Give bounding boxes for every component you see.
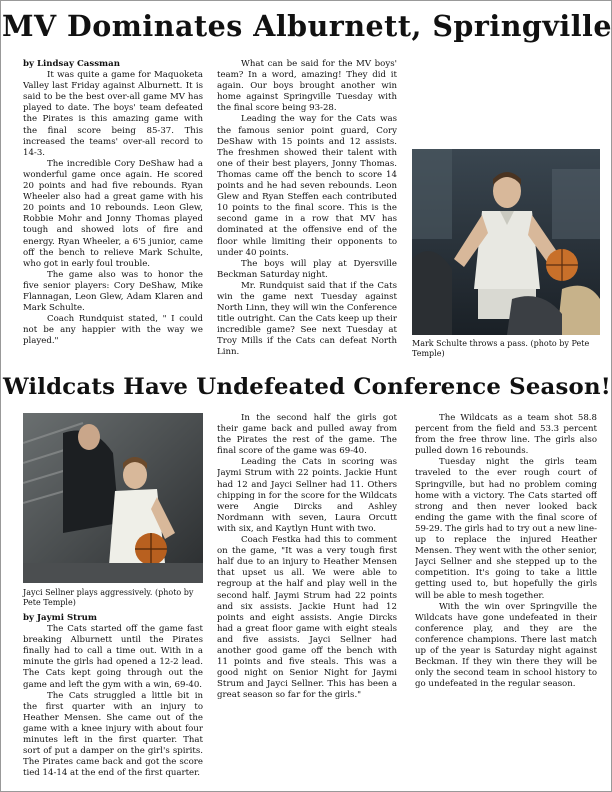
story2-paragraph-3: In the second half the girls got their game back and pulled away from the Pirates the rest of the game. The final score of the game was 69-40. bbox=[217, 413, 397, 457]
story1-photo-caption: Mark Schulte throws a pass. (photo by Pete Temple) bbox=[412, 339, 590, 358]
story2-photo-caption: Jayci Sellner plays aggressively. (photo by Pete Temple) bbox=[23, 588, 194, 607]
story2-column-3 bbox=[415, 413, 597, 785]
story2-paragraph-2: The Cats struggled a little bit in the first quarter with an injury to Heather Mensen. She came out of the game with a knee injury with about four minutes left in the first quarter. That sort of put a damper on the girl's spirits. The Pirates came back and got the score tied 14-14 at the end of the first quarter. bbox=[23, 690, 203, 779]
story2-paragraph-6: The Wildcats as a team shot 58.8 percent from the field and 53.3 percent from the free throw line. The girls also pulled down 16 rebounds. bbox=[415, 413, 597, 457]
story1-paragraph-6: Leading the way for the Cats was the famous senior point guard, Cory DeShaw with 15 points and 12 assists. The freshmen showed their talent with one of their best players, Jonny Thomas. Thomas came off the bench to score 14 points and he had seven rebounds. Leon Glew and Ryan Steffen each contributed 10 points to the final score. This is the second game in a row that MV has dominated at the offensive end of the floor while limiting their opponents to under 40 points. bbox=[217, 114, 397, 258]
story1-paragraph-5: What can be said for the MV boys' team? In a word, amazing! They did it again. Our boys brought another win home against Springville Tuesday with the final score being 93-28. bbox=[217, 59, 397, 114]
basketball-dribble-photo bbox=[23, 413, 203, 583]
story1-column-2 bbox=[217, 59, 397, 369]
story2-byline: by Jaymi Strum bbox=[23, 613, 98, 623]
story1-paragraph-4: Coach Rundquist stated, " I could not be any happier with the way we played." bbox=[23, 314, 203, 347]
story1-paragraph-1: It was quite a game for Maquoketa Valley last Friday against Alburnett. It is said to be the best over-all game MV has played to date. The boys' team defeated the Pirates is this amazing game with the final score being 85-37. This increased the teams' over-all record to 14-3. bbox=[23, 70, 203, 158]
story2-paragraph-4: Leading the Cats in scoring was Jaymi Strum with 22 points. Jackie Hunt had 12 and Jayci Sellner had 11. Others chipping in for the score for the Wildcats were Angie Dircks and Ashley Nordmann with seven, Laura Orcutt with six, and Kaytlyn Hunt with two. bbox=[217, 457, 397, 534]
story2-paragraph-1: The Cats started off the game fast breaking Alburnett until the Pirates finally had to call a time out. With in a minute the girls had opened a 12-2 lead. The Cats kept going through out the game and left the gym with a win, 69-40. bbox=[23, 624, 203, 690]
story1-byline: by Lindsay Cassman bbox=[23, 59, 120, 69]
story1-paragraph-2: The incredible Cory DeShaw had a wonderful game once again. He scored 20 points and had five rebounds. Ryan Wheeler also had a great game with his 20 points and 10 rebounds. Leon Glew, Robbie Mohr and Jonny Thomas played tough and showed lots of fire and energy. Ryan Wheeler, a 6'5 junior, came off the bench to relieve Mark Schulte, who got in early foul trouble. bbox=[23, 158, 203, 269]
story1-headline: MV Dominates Alburnett, Springville bbox=[1, 9, 612, 43]
story2-headline: Wildcats Have Undefeated Conference Season! bbox=[3, 374, 611, 400]
story1-photo bbox=[412, 149, 600, 335]
story2-column-2 bbox=[217, 413, 397, 785]
story2-paragraph-7: Tuesday night the girls team traveled to the ever rough court of Springville, but had no problem coming home with a victory. The Cats started off strong and then never looked back ending the game with the final score of 59-29. The girls had to try out a new line-up to replace the injured Heather Mensen. They went with the other senior, Jayci Sellner and she stepped up to the competition. It's going to take a little getting used to, but hopefully the girls will be able to mesh together. bbox=[415, 457, 597, 601]
story1-paragraph-3: The game also was to honor the five senior players: Cory DeShaw, Mike Flannagan, Leon Glew, Adam Klaren and Mark Schulte. bbox=[23, 269, 203, 314]
story1-paragraph-8: Mr. Rundquist said that if the Cats win the game next Tuesday against North Linn, they will win the Conference title outright. Can the Cats keep up their incredible game? See next Tuesday at Troy Mills if the Cats can defeat North Linn. bbox=[217, 280, 397, 358]
basketball-pass-photo bbox=[412, 149, 600, 335]
story2-photo bbox=[23, 413, 203, 583]
story1-paragraph-7: The boys will play at Dyersville Beckman Saturday night. bbox=[217, 258, 397, 280]
story2-paragraph-8: With the win over Springville the Wildcats have gone undefeated in their conference play, and they are the conference champions. There last match up of the year is Saturday night against Beckman. If they win there they will be only the second team in school history to go undefeated in the regular season. bbox=[415, 601, 597, 690]
story2-column-1 bbox=[23, 613, 203, 785]
story1-column-1 bbox=[23, 59, 203, 369]
story2-paragraph-5: Coach Festka had this to comment on the game, "It was a very tough first half due to an injury to Heather Mensen that upset us all. We were able to regroup at the half and play well in the second half. Jaymi Strum had 22 points and six assists. Jackie Hunt had 12 points and eight assists. Angie Dircks had a great floor game with eight steals and five assists. Jayci Sellner had another good game off the bench with 11 points and five steals. This was a good night on Senior Night for Jaymi Strum and Jayci Sellner. This has been a great season so far for the girls." bbox=[217, 535, 397, 701]
